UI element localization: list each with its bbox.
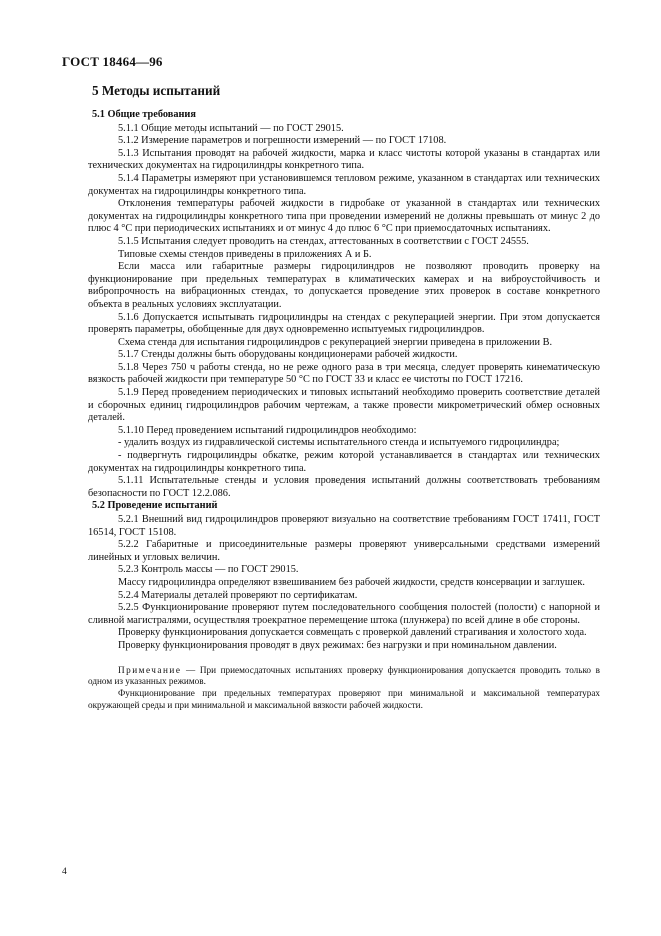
paragraph: Схема стенда для испытания гидроцилиндров с рекуперацией энергии приведена в приложении В. <box>118 336 553 348</box>
section-title: 5 Методы испытаний <box>92 83 221 98</box>
paragraph: 5.1.9 Перед проведением периодических и типовых испытаний необходимо проверить соответствие деталей и сборочных единиц гидроцилиндров рабочим чертежам, а также провести микрометрический обмер основных деталей. <box>88 387 600 424</box>
paragraph: 5.2.3 Контроль массы — по ГОСТ 29015. <box>118 564 299 576</box>
paragraph: 5.1.2 Измерение параметров и погрешности измерений — по ГОСТ 17108. <box>118 135 447 147</box>
paragraph: 5.1.8 Через 750 ч работы стенда, но не реже одного раза в три месяца, следует проверять кинематическую вязкость рабочей жидкости при температуре 50 °С по ГОСТ 33 и класс ее чистоты по ГОСТ 17216. <box>88 361 600 386</box>
paragraph: Типовые схемы стендов приведены в приложениях А и Б. <box>118 248 372 260</box>
paragraph: 5.2.1 Внешний вид гидроцилиндров проверяют визуально на соответствие требованиям ГОСТ 17411, ГОСТ 16514, ГОСТ 15108. <box>88 514 600 538</box>
document-code-header: ГОСТ 18464—96 <box>62 54 163 69</box>
paragraph: 5.1.1 Общие методы испытаний — по ГОСТ 29015. <box>118 122 344 134</box>
paragraph: 5.1.7 Стенды должны быть оборудованы кондиционерами рабочей жидкости. <box>118 349 458 361</box>
paragraph: 5.2.2 Габаритные и присоединительные размеры проверяют универсальными средствами измерений линейных и угловых величин. <box>88 539 600 563</box>
paragraph: Проверку функционирования допускается совмещать с проверкой давлений страгивания и холостого хода. <box>118 627 587 639</box>
paragraph: Если масса или габаритные размеры гидроцилиндров не позволяют проводить проверку на функционирование при предельных температурах в климатических камерах и на виброустойчивость и вибропрочность на вибрационных стендах, то допускается проведение этих проверок в составе конкретного объекта в реальных условиях эксплуатации. <box>88 261 600 310</box>
paragraph: 5.2.4 Материалы деталей проверяют по сертификатам. <box>118 589 358 601</box>
paragraph: 5.1.10 Перед проведением испытаний гидроцилиндров необходимо: <box>118 424 417 436</box>
paragraph: - подвергнуть гидроцилиндры обкатке, режим которой устанавливается в стандартах или технических документах на гидроцилиндры конкретного типа. <box>88 450 600 474</box>
note-text: — При приемосдаточных испытаниях проверку функционирования допускается проводить только в одном из указанных режимов. <box>88 664 600 687</box>
paragraph: 5.2.5 Функционирование проверяют путем последовательного сообщения полостей (полости) с напорной и сливной магистралями, осуществляя троекратное перемещение штока (плунжера) по всей длине в обе стороны. <box>88 602 600 626</box>
paragraph: 5.1.3 Испытания проводят на рабочей жидкости, марка и класс чистоты которой указаны в стандартах или технических документах на гидроцилиндры конкретного типа. <box>88 147 600 172</box>
paragraph: 5.1.5 Испытания следует проводить на стендах, аттестованных в соответствии с ГОСТ 24555. <box>118 235 529 247</box>
document-body <box>88 83 600 711</box>
paragraph: - удалить воздух из гидравлической системы испытательного стенда и испытуемого гидроцилиндра; <box>118 437 560 449</box>
paragraph: Проверку функционирования проводят в двух режимах: без нагрузки и при номинальном давлении. <box>118 639 557 651</box>
paragraph: Отклонения температуры рабочей жидкости в гидробаке от указанной в стандартах или технических документах на гидроцилиндры конкретного типа при проведении измерений не должны превышать от минус 2 до плюс 4 °С при периодических испытаниях и от минус 4 до плюс 6 °С при приемосдаточных испытаниях. <box>88 198 600 235</box>
note-paragraph <box>88 665 600 688</box>
paragraph: 5.1.4 Параметры измеряют при установившемся тепловом режиме, указанном в стандартах или технических документах на гидроцилиндры конкретного типа. <box>88 172 600 197</box>
note-block <box>88 665 600 712</box>
page-number: 4 <box>62 867 67 877</box>
note-paragraph-2: Функционирование при предельных температурах проверяют при минимальной и максимальной температурах окружающей среды и при минимальной и максимальной вязкости рабочей жидкости. <box>88 687 600 710</box>
paragraph: Массу гидроцилиндра определяют взвешиванием без рабочей жидкости, средств консервации и заглушек. <box>118 576 585 588</box>
paragraph: 5.1.11 Испытательные стенды и условия проведения испытаний должны соответствовать требованиям безопасности по ГОСТ 12.2.086. <box>88 475 600 499</box>
subsection-title-general: 5.1 Общие требования <box>92 109 196 120</box>
paragraph: 5.1.6 Допускается испытывать гидроцилиндры на стендах с рекуперацией энергии. При этом допускается проверять параметры, обобщенные для двух одновременно испытуемых гидроцилиндров. <box>88 311 600 336</box>
note-label: Примечание <box>118 664 182 675</box>
subsection-title-testing: 5.2 Проведение испытаний <box>92 500 218 512</box>
